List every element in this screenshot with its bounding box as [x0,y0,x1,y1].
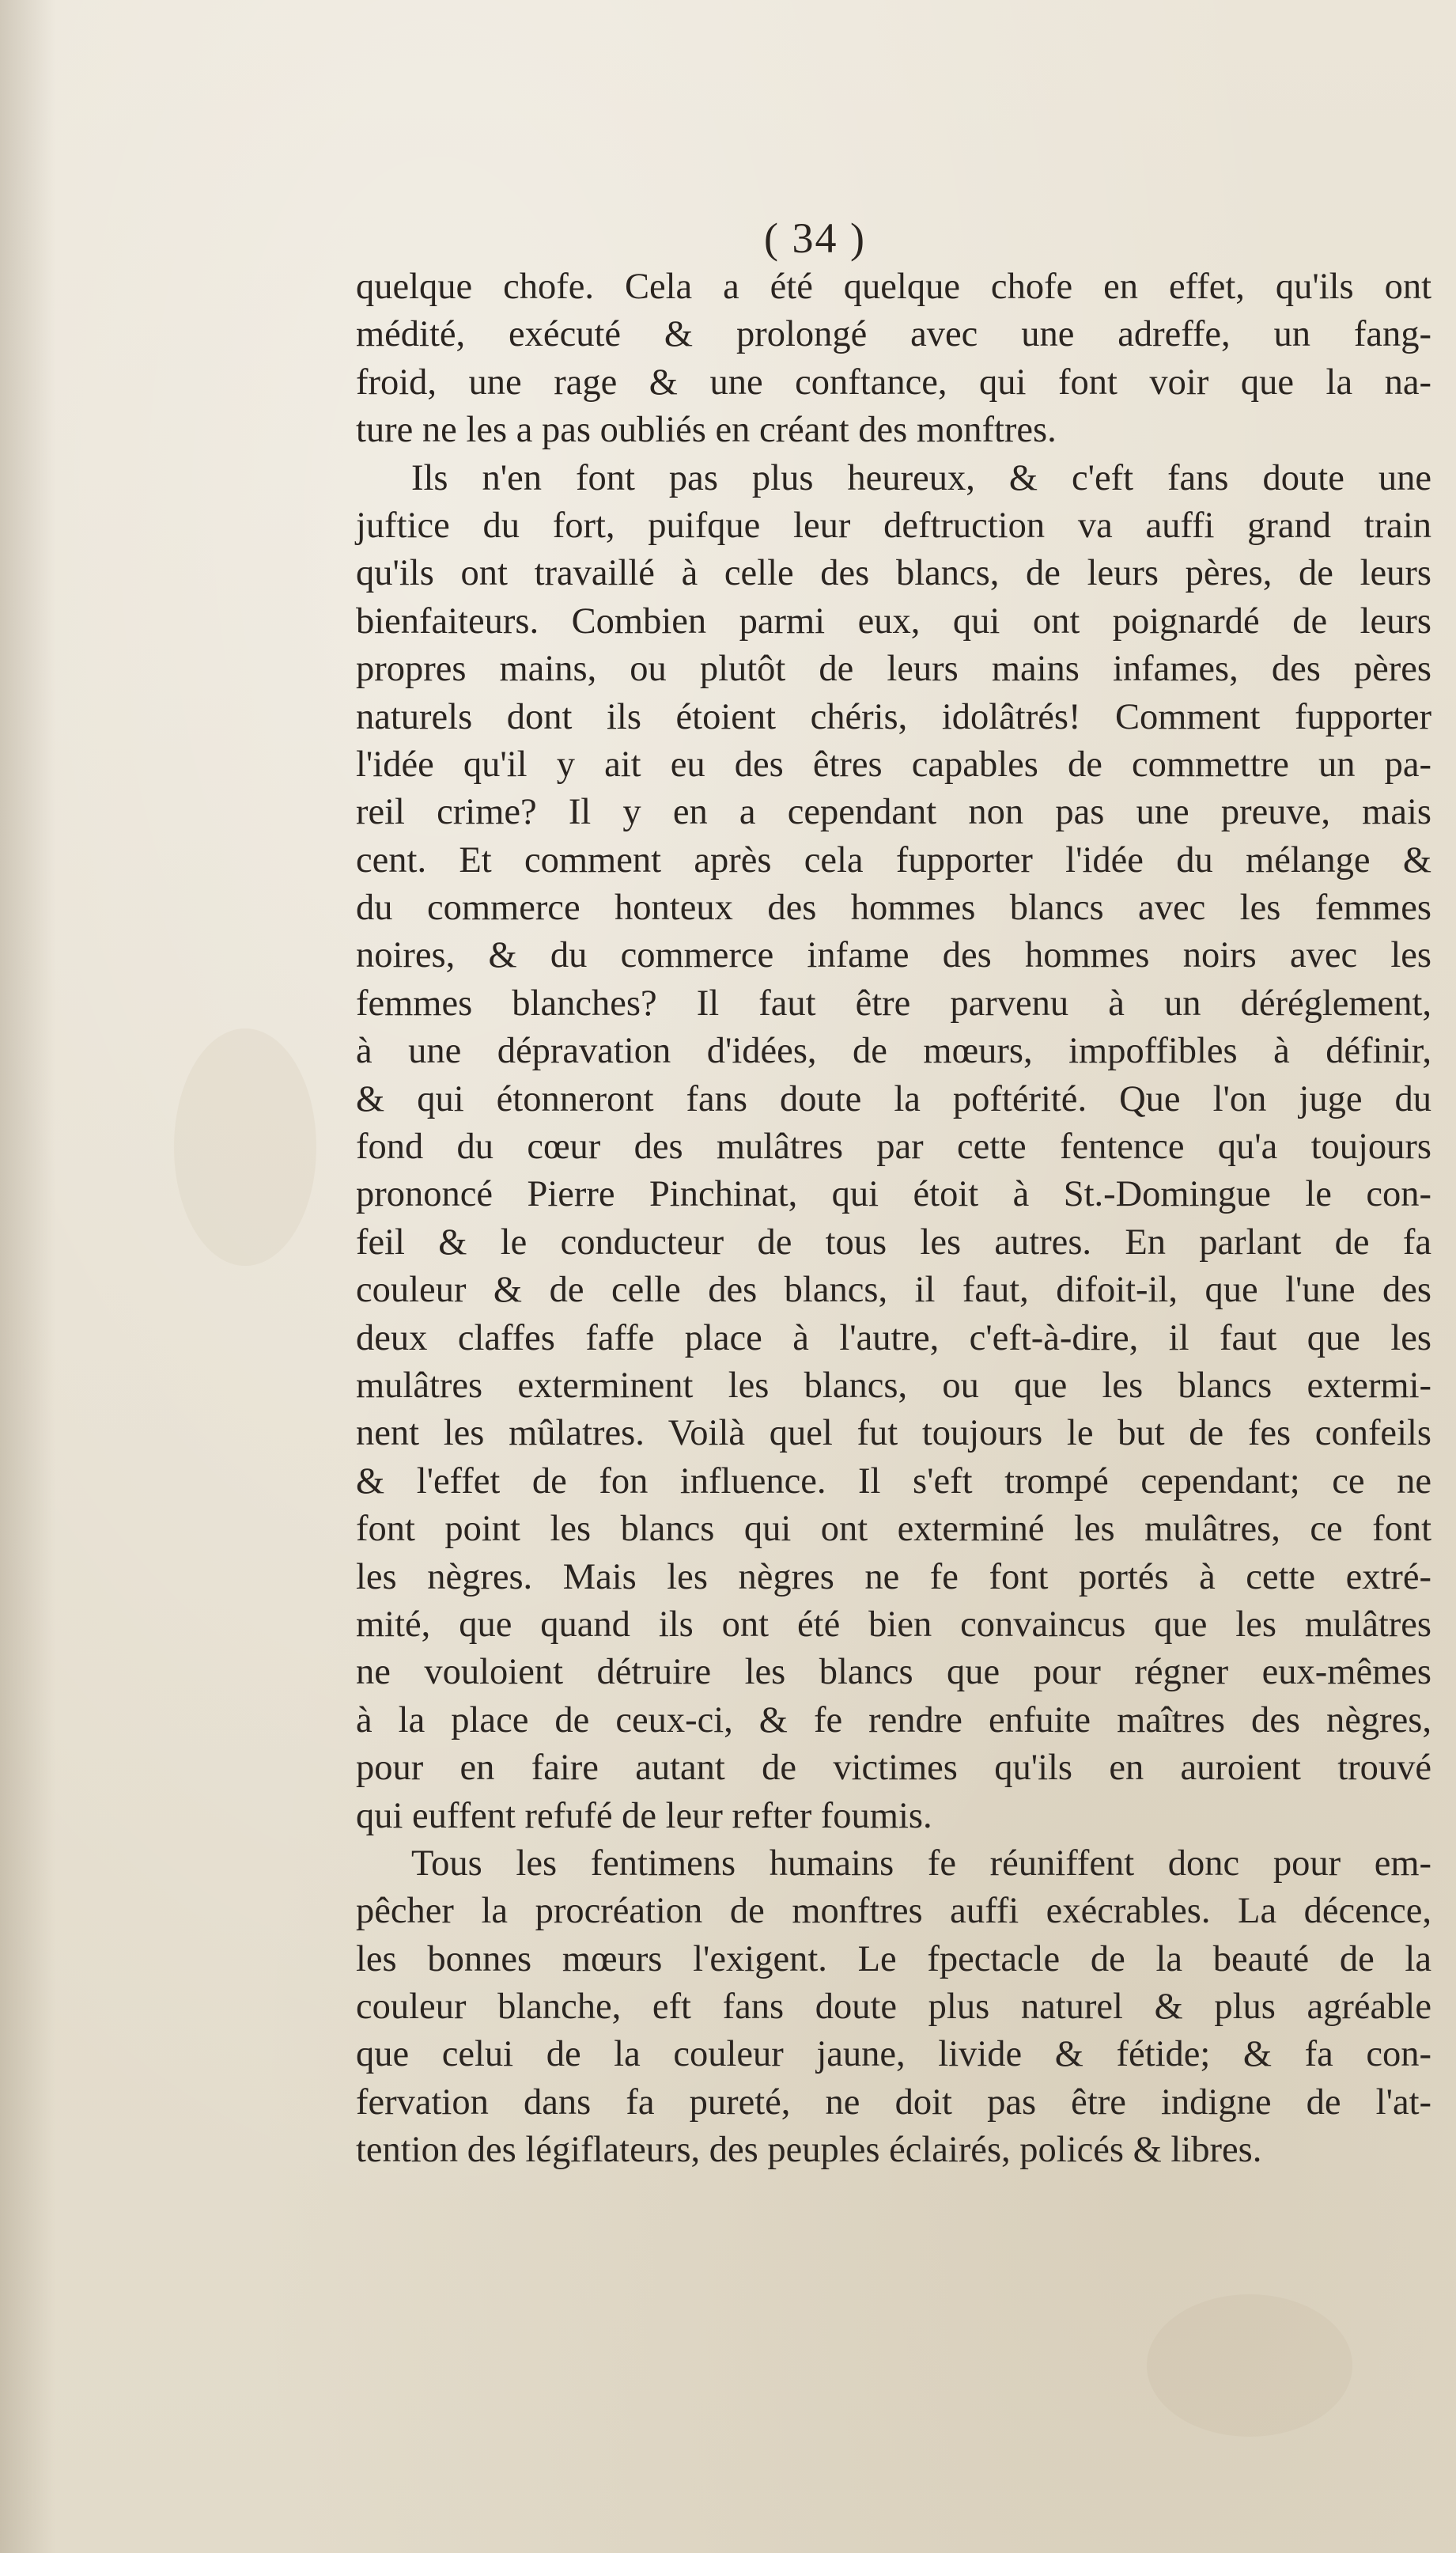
paper-stain [1147,2294,1352,2437]
text-line: les bonnes mœurs l'exigent. Le fpectacle de la beauté de la [356,1938,1431,1979]
text-line: & l'effet de fon influence. Il s'eft trompé cependant; ce ne [356,1460,1431,1502]
paper-stain [174,1028,316,1266]
text-line: à une dépravation d'idées, de mœurs, impoffibles à définir, [356,1031,1431,1072]
text-line: que celui de la couleur jaune, livide & fétide; & fa con- [356,2034,1431,2075]
text-line: font point les blancs qui ont exterminé les mulâtres, ce font [356,1509,1431,1550]
text-line: cent. Et comment après cela fupporter l'idée du mélange & [356,839,1431,881]
text-line: ne vouloient détruire les blancs que pour régner eux-mêmes [356,1652,1431,1693]
text-line: & qui étonneront fans doute la poftérité. Que l'on juge du [356,1078,1431,1119]
text-line: qui euffent refufé de leur refter foumis. [356,1795,932,1836]
text-line: propres mains, ou plutôt de leurs mains infames, des pères [356,649,1431,690]
text-line: bienfaiteurs. Combien parmi eux, qui ont poignardé de leurs [356,600,1431,642]
text-line: médité, exécuté & prolongé avec une adreffe, un fang- [356,314,1431,355]
text-line: reil crime? Il y en a cependant non pas une preuve, mais [356,792,1431,833]
text-line: à la place de ceux-ci, & fe rendre enfuite maîtres des nègres, [356,1699,1431,1741]
text-line: du commerce honteux des hommes blancs avec les femmes [356,888,1431,929]
page-edge-shadow [0,0,55,2553]
text-line: l'idée qu'il y ait eu des êtres capables de commettre un pa- [356,744,1431,785]
paragraph-start-line: Tous les fentimens humains fe réuniffent donc pour em- [411,1843,1431,1884]
text-line: froid, une rage & une conftance, qui font voir que la na- [356,362,1431,403]
text-line: les nègres. Mais les nègres ne fe font portés à cette extré- [356,1556,1431,1597]
text-line: deux claffes faffe place à l'autre, c'eft-à-dire, il faut que les [356,1317,1431,1358]
text-line: feil & le conducteur de tous les autres. En parlant de fa [356,1222,1431,1263]
text-line: couleur blanche, eft fans doute plus naturel & plus agréable [356,1987,1431,2028]
paragraph-start-line: Ils n'en font pas plus heureux, & c'eft fans doute une [411,457,1431,498]
text-line: pêcher la procréation de monftres auffi exécrables. La décence, [356,1891,1431,1932]
text-line: pour en faire autant de victimes qu'ils en auroient trouvé [356,1748,1431,1789]
text-line: quelque chofe. Cela a été quelque chofe en effet, qu'ils ont [356,267,1431,307]
text-line: noires, & du commerce infame des hommes noirs avec les [356,935,1431,976]
text-line: couleur & de celle des blancs, il faut, difoit-il, que l'une des [356,1270,1431,1311]
text-line: fervation dans fa pureté, ne doit pas être indigne de l'at- [356,2081,1431,2123]
text-line: fond du cœur des mulâtres par cette fentence qu'a toujours [356,1127,1431,1168]
text-line: ture ne les a pas oubliés en créant des monftres. [356,410,1057,451]
text-line: tention des légiflateurs, des peuples éclairés, policés & libres. [356,2130,1262,2171]
text-line: prononcé Pierre Pinchinat, qui étoit à St.-Domingue le con- [356,1174,1431,1215]
text-line: mulâtres exterminent les blancs, ou que les blancs extermi- [356,1365,1431,1406]
body-text [356,263,1431,2175]
page-number: ( 34 ) [764,214,866,262]
text-line: femmes blanches? Il faut être parvenu à un déréglement, [356,983,1431,1024]
text-line: juftice du fort, puifque leur deftruction va auffi grand train [356,505,1431,546]
text-line: naturels dont ils étoient chéris, idolâtrés! Comment fupporter [356,696,1431,737]
text-line: qu'ils ont travaillé à celle des blancs, de leurs pères, de leurs [356,553,1431,594]
text-line: nent les mûlatres. Voilà quel fut toujours le but de fes confeils [356,1413,1431,1454]
text-line: mité, que quand ils ont été bien convaincus que les mulâtres [356,1604,1431,1645]
